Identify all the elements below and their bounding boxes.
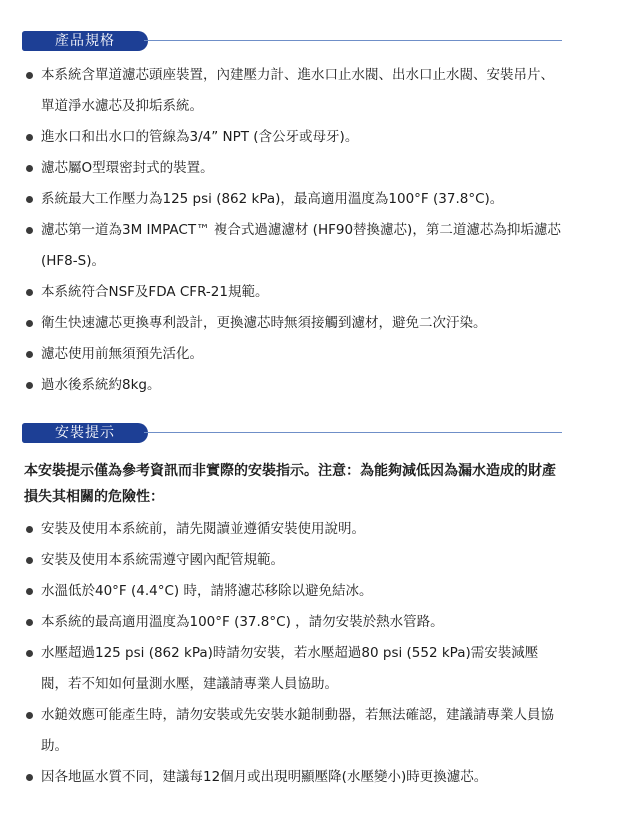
install-item: 水溫低於40°F (4.4°C) 時，請將濾芯移除以避免結冰。 bbox=[24, 576, 564, 607]
install-list bbox=[24, 514, 564, 793]
spec-item: 進水口和出水口的管線為3/4” NPT (含公牙或母牙)。 bbox=[24, 122, 564, 153]
bullet-dot-icon bbox=[26, 134, 33, 141]
bullet-dot-icon bbox=[26, 320, 33, 327]
install-section-title: 安裝提示 bbox=[22, 423, 148, 443]
spec-item: 衛生快速濾芯更換專利設計，更換濾芯時無須接觸到濾材，避免二次汙染。 bbox=[24, 308, 564, 339]
install-item: 因各地區水質不同，建議每12個月或出現明顯壓降(水壓變小)時更換濾芯。 bbox=[24, 762, 564, 793]
bullet-dot-icon bbox=[26, 619, 33, 626]
spec-item: 濾芯第一道為3M IMPACT™ 複合式過濾濾材 (HF90替換濾芯)，第二道濾芯為抑垢濾芯(HF8-S)。 bbox=[24, 215, 564, 277]
install-item: 本系統的最高適用溫度為100°F (37.8°C) ，請勿安裝於熱水管路。 bbox=[24, 607, 564, 638]
spec-item: 本系統符合NSF及FDA CFR-21規範。 bbox=[24, 277, 564, 308]
bullet-dot-icon bbox=[26, 650, 33, 657]
bullet-dot-icon bbox=[26, 72, 33, 79]
bullet-dot-icon bbox=[26, 196, 33, 203]
bullet-dot-icon bbox=[26, 588, 33, 595]
install-item: 水壓超過125 psi (862 kPa)時請勿安裝，若水壓超過80 psi (552 kPa)需安裝減壓閥，若不知如何量測水壓，建議請專業人員協助。 bbox=[24, 638, 564, 700]
install-item: 安裝及使用本系統需遵守國內配管規範。 bbox=[24, 545, 564, 576]
spec-section-divider bbox=[144, 40, 562, 41]
spec-item: 系統最大工作壓力為125 psi (862 kPa)，最高適用溫度為100°F (37.8°C)。 bbox=[24, 184, 564, 215]
spec-item: 本系統含單道濾芯頭座裝置，內建壓力計、進水口止水閥、出水口止水閥、安裝吊片、單道淨水濾芯及抑垢系統。 bbox=[24, 60, 564, 122]
spec-item: 濾芯屬O型環密封式的裝置。 bbox=[24, 153, 564, 184]
spec-item: 過水後系統約8kg。 bbox=[24, 370, 564, 401]
bullet-dot-icon bbox=[26, 351, 33, 358]
spec-item: 濾芯使用前無須預先活化。 bbox=[24, 339, 564, 370]
install-item: 水鎚效應可能產生時，請勿安裝或先安裝水鎚制動器，若無法確認，建議請專業人員協助。 bbox=[24, 700, 564, 762]
bullet-dot-icon bbox=[26, 289, 33, 296]
bullet-dot-icon bbox=[26, 227, 33, 234]
bullet-dot-icon bbox=[26, 165, 33, 172]
install-intro: 本安裝提示僅為參考資訊而非實際的安裝指示。注意：為能夠減低因為漏水造成的財產損失其相關的危險性： bbox=[24, 463, 556, 505]
bullet-dot-icon bbox=[26, 557, 33, 564]
bullet-dot-icon bbox=[26, 382, 33, 389]
bullet-dot-icon bbox=[26, 712, 33, 719]
install-item: 安裝及使用本系統前，請先閱讀並遵循安裝使用說明。 bbox=[24, 514, 564, 545]
spec-section-header bbox=[22, 31, 562, 53]
bullet-dot-icon bbox=[26, 526, 33, 533]
install-section-divider bbox=[144, 432, 562, 433]
install-section-header bbox=[22, 423, 562, 445]
spec-list bbox=[24, 60, 564, 401]
bullet-dot-icon bbox=[26, 774, 33, 781]
spec-section-title: 產品規格 bbox=[22, 31, 148, 51]
